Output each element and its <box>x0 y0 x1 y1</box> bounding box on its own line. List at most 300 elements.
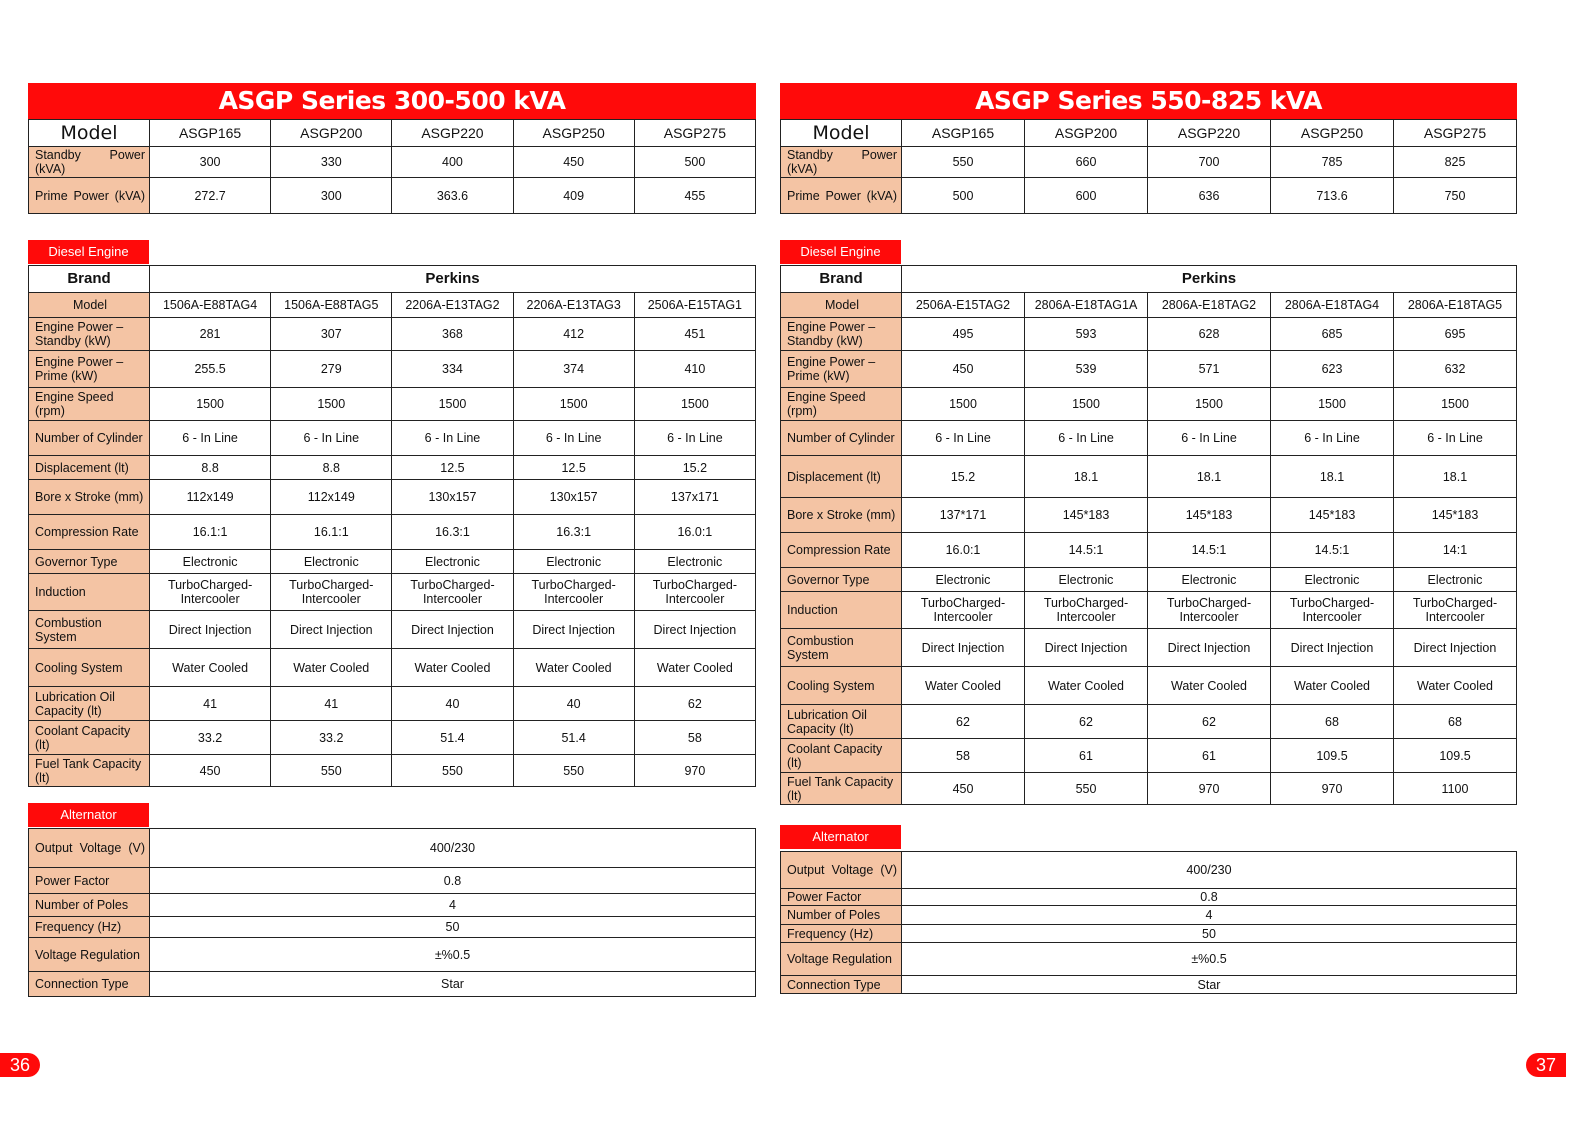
table-cell: 272.7 <box>150 178 271 214</box>
table-cell: 632 <box>1394 351 1517 388</box>
table-cell: 374 <box>513 351 634 388</box>
table-cell: 785 <box>1271 147 1394 178</box>
summary-row <box>29 147 756 178</box>
table-cell: Electronic <box>1148 568 1271 592</box>
engine-table <box>28 265 756 787</box>
model-label: Model <box>781 293 902 318</box>
engine-model: 2206A-E13TAG2 <box>392 293 513 318</box>
model-name: ASGP200 <box>1025 120 1148 147</box>
table-cell: Direct Injection <box>1394 629 1517 667</box>
engine-model: 2206A-E13TAG3 <box>513 293 634 318</box>
row-label: Governor Type <box>29 550 150 574</box>
table-cell: TurboCharged-Intercooler <box>902 592 1025 629</box>
brand-label: Brand <box>781 266 902 293</box>
table-cell: Direct Injection <box>392 611 513 649</box>
row-label: Induction <box>29 574 150 611</box>
table-cell: 1500 <box>1394 388 1517 421</box>
table-cell: Water Cooled <box>150 649 271 687</box>
table-cell: Water Cooled <box>1271 667 1394 705</box>
row-label: Combustion System <box>29 611 150 649</box>
model-name: ASGP200 <box>271 120 392 147</box>
alternator-table <box>28 828 756 997</box>
alternator-row <box>29 829 756 868</box>
table-cell: Direct Injection <box>513 611 634 649</box>
table-cell: 14:1 <box>1394 533 1517 568</box>
table-cell: Water Cooled <box>1394 667 1517 705</box>
row-label: Frequency (Hz) <box>29 917 150 938</box>
alternator-row <box>29 938 756 972</box>
table-cell: TurboCharged-Intercooler <box>634 574 755 611</box>
row-label: Coolant Capacity (lt) <box>29 721 150 755</box>
engine-row <box>29 456 756 480</box>
engine-row <box>29 351 756 388</box>
row-label: Combustion System <box>781 629 902 667</box>
summary-row <box>29 178 756 214</box>
summary-row <box>781 147 1517 178</box>
table-cell: 550 <box>513 755 634 787</box>
table-cell: ±%0.5 <box>902 943 1517 976</box>
table-cell: TurboCharged-Intercooler <box>1148 592 1271 629</box>
engine-row <box>781 498 1517 533</box>
row-label: Connection Type <box>29 972 150 997</box>
table-cell: 18.1 <box>1025 456 1148 498</box>
table-cell: TurboCharged-Intercooler <box>1025 592 1148 629</box>
engine-row <box>781 739 1517 773</box>
table-cell: 6 - In Line <box>271 421 392 456</box>
table-cell: 145*183 <box>1394 498 1517 533</box>
table-cell: Water Cooled <box>392 649 513 687</box>
table-cell: 0.8 <box>902 889 1517 906</box>
engine-model: 2806A-E18TAG5 <box>1394 293 1517 318</box>
table-cell: 18.1 <box>1394 456 1517 498</box>
row-label: Induction <box>781 592 902 629</box>
table-cell: 307 <box>271 318 392 351</box>
table-cell: 400/230 <box>150 829 756 868</box>
alternator-tag: Alternator <box>28 803 149 827</box>
table-cell: 15.2 <box>902 456 1025 498</box>
table-cell: 109.5 <box>1394 739 1517 773</box>
table-cell: 58 <box>634 721 755 755</box>
table-cell: 14.5:1 <box>1025 533 1148 568</box>
engine-row <box>781 773 1517 805</box>
engine-model: 1506A-E88TAG4 <box>150 293 271 318</box>
table-cell: 16.0:1 <box>634 515 755 550</box>
table-cell: 495 <box>902 318 1025 351</box>
row-label: Fuel Tank Capacity (lt) <box>781 773 902 805</box>
engine-row <box>781 421 1517 456</box>
alternator-row <box>781 925 1517 943</box>
row-label: Cooling System <box>781 667 902 705</box>
series-title: ASGP Series 550-825 kVA <box>780 83 1517 119</box>
table-cell: 713.6 <box>1271 178 1394 214</box>
table-cell: 500 <box>634 147 755 178</box>
table-cell: 16.1:1 <box>150 515 271 550</box>
table-cell: 6 - In Line <box>513 421 634 456</box>
table-cell: 16.1:1 <box>271 515 392 550</box>
table-cell: 33.2 <box>271 721 392 755</box>
table-cell: 550 <box>271 755 392 787</box>
row-label: Voltage Regulation <box>781 943 902 976</box>
engine-row <box>781 388 1517 421</box>
model-name: ASGP275 <box>634 120 755 147</box>
engine-row <box>781 568 1517 592</box>
table-cell: 62 <box>1148 705 1271 739</box>
model-name: ASGP165 <box>150 120 271 147</box>
table-cell: 368 <box>392 318 513 351</box>
row-label: Engine Speed (rpm) <box>29 388 150 421</box>
engine-row <box>29 649 756 687</box>
table-cell: 623 <box>1271 351 1394 388</box>
engine-row <box>781 456 1517 498</box>
diesel-engine-tag: Diesel Engine <box>28 240 149 264</box>
row-label: Connection Type <box>781 976 902 994</box>
table-cell: Direct Injection <box>1148 629 1271 667</box>
row-label: Governor Type <box>781 568 902 592</box>
row-label: Fuel Tank Capacity (lt) <box>29 755 150 787</box>
table-cell: TurboCharged-Intercooler <box>392 574 513 611</box>
table-cell: TurboCharged-Intercooler <box>271 574 392 611</box>
alternator-row <box>781 976 1517 994</box>
table-cell: 550 <box>392 755 513 787</box>
table-cell: Star <box>902 976 1517 994</box>
engine-row <box>781 705 1517 739</box>
table-cell: 40 <box>513 687 634 721</box>
row-label: Standby Power (kVA) <box>781 147 902 178</box>
brand-label: Brand <box>29 266 150 293</box>
table-cell: 68 <box>1271 705 1394 739</box>
engine-row <box>781 533 1517 568</box>
row-label: Output Voltage (V) <box>29 829 150 868</box>
alternator-row <box>29 917 756 938</box>
row-label: Standby Power (kVA) <box>29 147 150 178</box>
table-cell: 1500 <box>634 388 755 421</box>
engine-model: 2806A-E18TAG4 <box>1271 293 1394 318</box>
table-cell: 700 <box>1148 147 1271 178</box>
row-label: Engine Speed (rpm) <box>781 388 902 421</box>
table-cell: 1500 <box>1148 388 1271 421</box>
table-cell: Water Cooled <box>902 667 1025 705</box>
row-label: Output Voltage (V) <box>781 852 902 889</box>
row-label: Lubrication Oil Capacity (lt) <box>781 705 902 739</box>
table-cell: 825 <box>1394 147 1517 178</box>
table-cell: Direct Injection <box>634 611 755 649</box>
table-cell: 16.3:1 <box>392 515 513 550</box>
row-label: Number of Poles <box>29 894 150 917</box>
table-cell: 12.5 <box>513 456 634 480</box>
engine-row <box>29 611 756 649</box>
table-cell: 450 <box>150 755 271 787</box>
alternator-row <box>781 943 1517 976</box>
table-cell: 279 <box>271 351 392 388</box>
row-label: Coolant Capacity (lt) <box>781 739 902 773</box>
table-cell: 1500 <box>392 388 513 421</box>
table-cell: TurboCharged-Intercooler <box>513 574 634 611</box>
table-cell: 40 <box>392 687 513 721</box>
table-cell: ±%0.5 <box>150 938 756 972</box>
row-label: Bore x Stroke (mm) <box>781 498 902 533</box>
row-label: Prime Power (kVA) <box>29 178 150 214</box>
table-cell: Electronic <box>271 550 392 574</box>
table-cell: 61 <box>1148 739 1271 773</box>
table-cell: 145*183 <box>1271 498 1394 533</box>
row-label: Cooling System <box>29 649 150 687</box>
table-cell: Electronic <box>902 568 1025 592</box>
table-cell: 600 <box>1025 178 1148 214</box>
engine-row <box>29 755 756 787</box>
table-cell: 450 <box>513 147 634 178</box>
table-cell: 695 <box>1394 318 1517 351</box>
table-cell: 660 <box>1025 147 1148 178</box>
row-label: Engine Power – Standby (kW) <box>781 318 902 351</box>
model-name: ASGP220 <box>1148 120 1271 147</box>
alternator-row <box>29 972 756 997</box>
alternator-row <box>29 868 756 894</box>
engine-model-row <box>29 293 756 318</box>
table-cell: Water Cooled <box>271 649 392 687</box>
table-cell: TurboCharged-Intercooler <box>1394 592 1517 629</box>
model-header: Model <box>29 120 150 147</box>
engine-model: 2506A-E15TAG1 <box>634 293 755 318</box>
engine-model: 2506A-E15TAG2 <box>902 293 1025 318</box>
table-cell: 109.5 <box>1271 739 1394 773</box>
table-cell: 1500 <box>902 388 1025 421</box>
model-name: ASGP275 <box>1394 120 1517 147</box>
series-title: ASGP Series 300-500 kVA <box>28 83 756 119</box>
table-cell: 16.3:1 <box>513 515 634 550</box>
summary-row <box>781 178 1517 214</box>
table-cell: 51.4 <box>392 721 513 755</box>
table-cell: 41 <box>271 687 392 721</box>
table-cell: 255.5 <box>150 351 271 388</box>
table-cell: 6 - In Line <box>150 421 271 456</box>
alternator-tag: Alternator <box>780 825 901 849</box>
table-cell: 970 <box>1148 773 1271 805</box>
engine-model: 1506A-E88TAG5 <box>271 293 392 318</box>
table-cell: 593 <box>1025 318 1148 351</box>
table-cell: 6 - In Line <box>1025 421 1148 456</box>
row-label: Compression Rate <box>781 533 902 568</box>
table-cell: 970 <box>634 755 755 787</box>
table-cell: 1500 <box>271 388 392 421</box>
table-cell: 450 <box>902 773 1025 805</box>
table-cell: 112x149 <box>271 480 392 515</box>
alternator-row <box>29 894 756 917</box>
table-cell: 1500 <box>1271 388 1394 421</box>
table-cell: 61 <box>1025 739 1148 773</box>
model-name: ASGP165 <box>902 120 1025 147</box>
engine-row <box>29 421 756 456</box>
table-cell: 14.5:1 <box>1271 533 1394 568</box>
table-cell: 300 <box>150 147 271 178</box>
engine-table <box>780 265 1517 805</box>
model-header: Model <box>781 120 902 147</box>
table-cell: Electronic <box>392 550 513 574</box>
table-cell: Direct Injection <box>902 629 1025 667</box>
table-cell: 50 <box>902 925 1517 943</box>
model-label: Model <box>29 293 150 318</box>
table-cell: 1100 <box>1394 773 1517 805</box>
table-cell: 1500 <box>150 388 271 421</box>
table-cell: Direct Injection <box>1025 629 1148 667</box>
table-cell: TurboCharged-Intercooler <box>150 574 271 611</box>
table-cell: 571 <box>1148 351 1271 388</box>
model-name: ASGP250 <box>513 120 634 147</box>
table-cell: 363.6 <box>392 178 513 214</box>
table-cell: 14.5:1 <box>1148 533 1271 568</box>
table-cell: 685 <box>1271 318 1394 351</box>
engine-row <box>29 388 756 421</box>
table-cell: 455 <box>634 178 755 214</box>
table-cell: 281 <box>150 318 271 351</box>
row-label: Engine Power – Prime (kW) <box>29 351 150 388</box>
engine-model: 2806A-E18TAG1A <box>1025 293 1148 318</box>
engine-row <box>29 515 756 550</box>
table-cell: 16.0:1 <box>902 533 1025 568</box>
engine-row <box>781 318 1517 351</box>
table-cell: 145*183 <box>1025 498 1148 533</box>
row-label: Frequency (Hz) <box>781 925 902 943</box>
table-cell: 1500 <box>1025 388 1148 421</box>
table-cell: 628 <box>1148 318 1271 351</box>
table-cell: Water Cooled <box>634 649 755 687</box>
table-cell: 400 <box>392 147 513 178</box>
table-cell: 500 <box>902 178 1025 214</box>
model-name: ASGP220 <box>392 120 513 147</box>
engine-row <box>29 318 756 351</box>
table-cell: 970 <box>1271 773 1394 805</box>
table-cell: 15.2 <box>634 456 755 480</box>
table-cell: 1500 <box>513 388 634 421</box>
table-cell: 130x157 <box>513 480 634 515</box>
table-cell: 51.4 <box>513 721 634 755</box>
table-cell: 145*183 <box>1148 498 1271 533</box>
table-cell: 62 <box>1025 705 1148 739</box>
engine-model: 2806A-E18TAG2 <box>1148 293 1271 318</box>
engine-row <box>29 687 756 721</box>
table-cell: 112x149 <box>150 480 271 515</box>
row-label: Lubrication Oil Capacity (lt) <box>29 687 150 721</box>
table-cell: 334 <box>392 351 513 388</box>
table-cell: 550 <box>902 147 1025 178</box>
table-cell: TurboCharged-Intercooler <box>1271 592 1394 629</box>
summary-header-row <box>29 120 756 147</box>
brand-row <box>29 266 756 293</box>
brand-row <box>781 266 1517 293</box>
table-cell: 550 <box>1025 773 1148 805</box>
table-cell: 0.8 <box>150 868 756 894</box>
row-label: Engine Power – Prime (kW) <box>781 351 902 388</box>
table-cell: 12.5 <box>392 456 513 480</box>
table-cell: 410 <box>634 351 755 388</box>
row-label: Number of Poles <box>781 906 902 925</box>
brand-value: Perkins <box>150 266 756 293</box>
row-label: Power Factor <box>29 868 150 894</box>
table-cell: 137x171 <box>634 480 755 515</box>
table-cell: 330 <box>271 147 392 178</box>
table-cell: 41 <box>150 687 271 721</box>
engine-row <box>781 667 1517 705</box>
table-cell: 6 - In Line <box>902 421 1025 456</box>
table-cell: 409 <box>513 178 634 214</box>
row-label: Prime Power (kVA) <box>781 178 902 214</box>
table-cell: 6 - In Line <box>1148 421 1271 456</box>
table-cell: 400/230 <box>902 852 1517 889</box>
table-cell: 4 <box>150 894 756 917</box>
engine-row <box>781 629 1517 667</box>
table-cell: 636 <box>1148 178 1271 214</box>
table-cell: Electronic <box>1394 568 1517 592</box>
table-cell: Electronic <box>513 550 634 574</box>
page-number-right: 37 <box>1526 1053 1566 1077</box>
engine-row <box>29 574 756 611</box>
table-cell: 50 <box>150 917 756 938</box>
row-label: Engine Power – Standby (kW) <box>29 318 150 351</box>
diesel-engine-tag: Diesel Engine <box>780 240 901 264</box>
model-name: ASGP250 <box>1271 120 1394 147</box>
table-cell: Star <box>150 972 756 997</box>
table-cell: 33.2 <box>150 721 271 755</box>
table-cell: Electronic <box>634 550 755 574</box>
table-cell: 68 <box>1394 705 1517 739</box>
table-cell: Direct Injection <box>271 611 392 649</box>
row-label: Displacement (lt) <box>781 456 902 498</box>
row-label: Bore x Stroke (mm) <box>29 480 150 515</box>
table-cell: 451 <box>634 318 755 351</box>
table-cell: 137*171 <box>902 498 1025 533</box>
alternator-row <box>781 852 1517 889</box>
row-label: Power Factor <box>781 889 902 906</box>
summary-table <box>780 119 1517 214</box>
summary-table <box>28 119 756 214</box>
table-cell: 4 <box>902 906 1517 925</box>
table-cell: 750 <box>1394 178 1517 214</box>
alternator-row <box>781 906 1517 925</box>
engine-row <box>781 592 1517 629</box>
engine-row <box>29 480 756 515</box>
table-cell: Water Cooled <box>1025 667 1148 705</box>
alternator-row <box>781 889 1517 906</box>
table-cell: Electronic <box>1271 568 1394 592</box>
table-cell: 300 <box>271 178 392 214</box>
page-number-left: 36 <box>0 1053 40 1077</box>
engine-row <box>29 721 756 755</box>
engine-row <box>29 550 756 574</box>
table-cell: 450 <box>902 351 1025 388</box>
table-cell: 412 <box>513 318 634 351</box>
table-cell: 539 <box>1025 351 1148 388</box>
table-cell: 58 <box>902 739 1025 773</box>
table-cell: Direct Injection <box>1271 629 1394 667</box>
row-label: Number of Cylinder <box>29 421 150 456</box>
table-cell: 6 - In Line <box>1394 421 1517 456</box>
alternator-table <box>780 851 1517 994</box>
row-label: Voltage Regulation <box>29 938 150 972</box>
table-cell: Water Cooled <box>513 649 634 687</box>
table-cell: Water Cooled <box>1148 667 1271 705</box>
table-cell: 18.1 <box>1271 456 1394 498</box>
table-cell: Electronic <box>150 550 271 574</box>
table-cell: 62 <box>902 705 1025 739</box>
table-cell: 130x157 <box>392 480 513 515</box>
row-label: Compression Rate <box>29 515 150 550</box>
table-cell: 8.8 <box>271 456 392 480</box>
table-cell: 62 <box>634 687 755 721</box>
table-cell: 6 - In Line <box>634 421 755 456</box>
table-cell: 8.8 <box>150 456 271 480</box>
summary-header-row <box>781 120 1517 147</box>
table-cell: Direct Injection <box>150 611 271 649</box>
row-label: Number of Cylinder <box>781 421 902 456</box>
